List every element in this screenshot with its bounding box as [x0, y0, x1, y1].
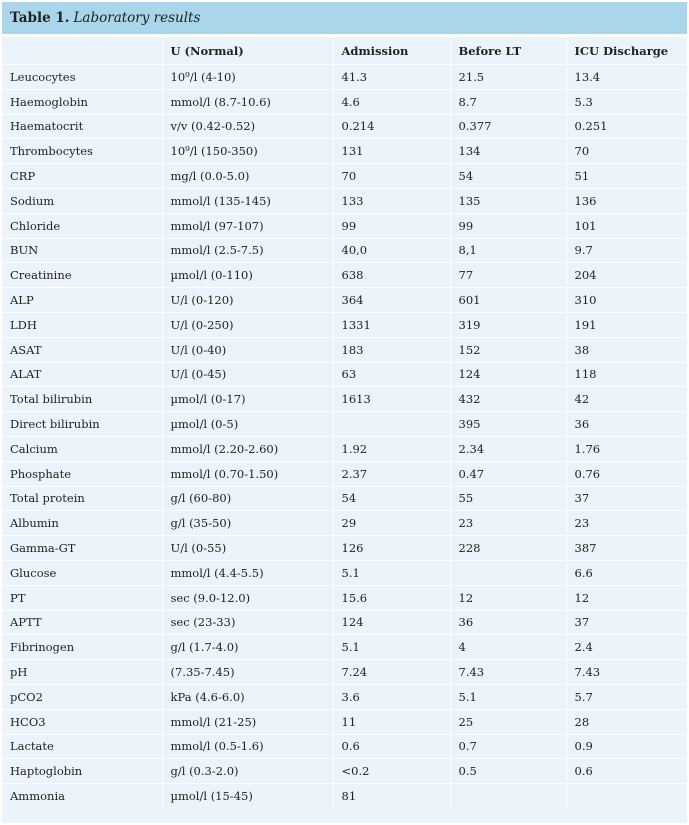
before-lt-cell: 77 [450, 263, 566, 288]
table-row [2, 511, 687, 536]
results-grid [2, 36, 687, 808]
before-lt-cell: 0.377 [450, 114, 566, 139]
before-lt-cell: 135 [450, 188, 566, 213]
admission-cell: 2.37 [333, 461, 450, 486]
parameter-cell: pCO2 [2, 684, 162, 709]
table-row [2, 288, 687, 313]
unit-normal-cell: µmol/l (0-17) [162, 387, 333, 412]
parameter-cell: Ammonia [2, 784, 162, 808]
parameter-cell: Creatinine [2, 263, 162, 288]
icu-discharge-cell: 0.9 [566, 734, 687, 759]
unit-normal-cell: g/l (1.7-4.0) [162, 635, 333, 660]
admission-cell: 133 [333, 188, 450, 213]
parameter-cell: Albumin [2, 511, 162, 536]
unit-normal-cell: mg/l (0.0-5.0) [162, 164, 333, 189]
unit-normal-cell: mmol/l (4.4-5.5) [162, 560, 333, 585]
admission-cell: 1613 [333, 387, 450, 412]
unit-normal-cell: mmol/l (21-25) [162, 709, 333, 734]
icu-discharge-cell: 42 [566, 387, 687, 412]
before-lt-cell: 432 [450, 387, 566, 412]
icu-discharge-cell: 310 [566, 288, 687, 313]
unit-normal-cell: 10⁹/l (4-10) [162, 65, 333, 90]
parameter-cell: Total protein [2, 486, 162, 511]
parameter-cell: Glucose [2, 560, 162, 585]
before-lt-cell: 99 [450, 213, 566, 238]
admission-cell: 1331 [333, 312, 450, 337]
icu-discharge-cell: 9.7 [566, 238, 687, 263]
parameter-cell: LDH [2, 312, 162, 337]
icu-discharge-cell: 204 [566, 263, 687, 288]
table-body [2, 65, 687, 808]
before-lt-cell: 25 [450, 709, 566, 734]
unit-normal-cell: mmol/l (2.20-2.60) [162, 436, 333, 461]
before-lt-cell: 228 [450, 536, 566, 561]
before-lt-cell: 0.7 [450, 734, 566, 759]
unit-normal-cell: U/l (0-120) [162, 288, 333, 313]
unit-normal-cell: g/l (60-80) [162, 486, 333, 511]
table-row [2, 610, 687, 635]
icu-discharge-cell: 101 [566, 213, 687, 238]
header-row [2, 37, 687, 65]
parameter-cell: CRP [2, 164, 162, 189]
icu-discharge-cell: 12 [566, 585, 687, 610]
parameter-cell: BUN [2, 238, 162, 263]
parameter-cell: Sodium [2, 188, 162, 213]
table-row [2, 164, 687, 189]
table-row [2, 213, 687, 238]
icu-discharge-cell: 37 [566, 486, 687, 511]
table-row [2, 536, 687, 561]
unit-normal-cell: mmol/l (8.7-10.6) [162, 89, 333, 114]
icu-discharge-cell: 2.4 [566, 635, 687, 660]
admission-cell: 5.1 [333, 560, 450, 585]
parameter-cell: Calcium [2, 436, 162, 461]
unit-normal-cell: µmol/l (0-110) [162, 263, 333, 288]
unit-normal-cell: g/l (0.3-2.0) [162, 759, 333, 784]
admission-cell [333, 412, 450, 437]
table-row [2, 660, 687, 685]
admission-cell: 364 [333, 288, 450, 313]
icu-discharge-cell: 70 [566, 139, 687, 164]
parameter-cell: Thrombocytes [2, 139, 162, 164]
icu-discharge-cell: 6.6 [566, 560, 687, 585]
before-lt-cell: 8,1 [450, 238, 566, 263]
icu-discharge-cell: 387 [566, 536, 687, 561]
table-row [2, 759, 687, 784]
parameter-cell: Leucocytes [2, 65, 162, 90]
admission-cell: 3.6 [333, 684, 450, 709]
before-lt-cell: 8.7 [450, 89, 566, 114]
table-row [2, 784, 687, 808]
admission-cell: <0.2 [333, 759, 450, 784]
admission-cell: 63 [333, 362, 450, 387]
admission-cell: 11 [333, 709, 450, 734]
parameter-cell: PT [2, 585, 162, 610]
icu-discharge-cell: 0.251 [566, 114, 687, 139]
icu-discharge-cell: 136 [566, 188, 687, 213]
unit-normal-cell: mmol/l (135-145) [162, 188, 333, 213]
parameter-cell: pH [2, 660, 162, 685]
icu-discharge-cell: 37 [566, 610, 687, 635]
icu-discharge-cell: 5.3 [566, 89, 687, 114]
before-lt-cell: 319 [450, 312, 566, 337]
unit-normal-cell: mmol/l (2.5-7.5) [162, 238, 333, 263]
admission-cell: 5.1 [333, 635, 450, 660]
table-row [2, 188, 687, 213]
table-row [2, 312, 687, 337]
table-row [2, 486, 687, 511]
parameter-cell: Total bilirubin [2, 387, 162, 412]
admission-cell: 638 [333, 263, 450, 288]
laboratory-results-table [2, 2, 687, 823]
table-row [2, 337, 687, 362]
before-lt-cell: 0.5 [450, 759, 566, 784]
before-lt-cell: 601 [450, 288, 566, 313]
unit-normal-cell: U/l (0-250) [162, 312, 333, 337]
before-lt-cell: 395 [450, 412, 566, 437]
parameter-cell: Phosphate [2, 461, 162, 486]
unit-normal-cell: 10⁹/l (150-350) [162, 139, 333, 164]
table-row [2, 560, 687, 585]
before-lt-cell: 21.5 [450, 65, 566, 90]
icu-discharge-cell: 7.43 [566, 660, 687, 685]
table-row [2, 362, 687, 387]
parameter-cell: Direct bilirubin [2, 412, 162, 437]
before-lt-cell: 152 [450, 337, 566, 362]
header-cell-parameter [2, 37, 162, 65]
table-row [2, 412, 687, 437]
unit-normal-cell: U/l (0-45) [162, 362, 333, 387]
unit-normal-cell: µmol/l (0-5) [162, 412, 333, 437]
admission-cell: 99 [333, 213, 450, 238]
admission-cell: 0.6 [333, 734, 450, 759]
unit-normal-cell: mmol/l (97-107) [162, 213, 333, 238]
table-row [2, 263, 687, 288]
table-caption [2, 2, 687, 36]
table-caption-title: Laboratory results [73, 10, 201, 26]
icu-discharge-cell [566, 784, 687, 808]
unit-normal-cell: v/v (0.42-0.52) [162, 114, 333, 139]
unit-normal-cell: µmol/l (15-45) [162, 784, 333, 808]
table-row [2, 709, 687, 734]
icu-discharge-cell: 28 [566, 709, 687, 734]
admission-cell: 124 [333, 610, 450, 635]
parameter-cell: Haptoglobin [2, 759, 162, 784]
icu-discharge-cell: 23 [566, 511, 687, 536]
unit-normal-cell: U/l (0-40) [162, 337, 333, 362]
unit-normal-cell: sec (23-33) [162, 610, 333, 635]
admission-cell: 7.24 [333, 660, 450, 685]
parameter-cell: Fibrinogen [2, 635, 162, 660]
table-row [2, 89, 687, 114]
table-row [2, 139, 687, 164]
unit-normal-cell: (7.35-7.45) [162, 660, 333, 685]
unit-normal-cell: mmol/l (0.70-1.50) [162, 461, 333, 486]
admission-cell: 41.3 [333, 65, 450, 90]
admission-cell: 126 [333, 536, 450, 561]
header-cell-admission: Admission [333, 37, 450, 65]
admission-cell: 131 [333, 139, 450, 164]
table-caption-label: Table 1. [10, 10, 70, 26]
icu-discharge-cell: 13.4 [566, 65, 687, 90]
table-row [2, 684, 687, 709]
before-lt-cell: 134 [450, 139, 566, 164]
admission-cell: 183 [333, 337, 450, 362]
parameter-cell: Chloride [2, 213, 162, 238]
parameter-cell: ASAT [2, 337, 162, 362]
before-lt-cell [450, 560, 566, 585]
before-lt-cell: 12 [450, 585, 566, 610]
icu-discharge-cell: 0.76 [566, 461, 687, 486]
parameter-cell: APTT [2, 610, 162, 635]
admission-cell: 54 [333, 486, 450, 511]
before-lt-cell [450, 784, 566, 808]
before-lt-cell: 36 [450, 610, 566, 635]
parameter-cell: Haemoglobin [2, 89, 162, 114]
before-lt-cell: 4 [450, 635, 566, 660]
table-row [2, 387, 687, 412]
table-row [2, 461, 687, 486]
header-cell-unit-normal: U (Normal) [162, 37, 333, 65]
unit-normal-cell: mmol/l (0.5-1.6) [162, 734, 333, 759]
parameter-cell: HCO3 [2, 709, 162, 734]
table-row [2, 436, 687, 461]
parameter-cell: ALAT [2, 362, 162, 387]
icu-discharge-cell: 191 [566, 312, 687, 337]
before-lt-cell: 23 [450, 511, 566, 536]
admission-cell: 29 [333, 511, 450, 536]
icu-discharge-cell: 0.6 [566, 759, 687, 784]
admission-cell: 40,0 [333, 238, 450, 263]
parameter-cell: Lactate [2, 734, 162, 759]
before-lt-cell: 2.34 [450, 436, 566, 461]
table-row [2, 635, 687, 660]
admission-cell: 15.6 [333, 585, 450, 610]
before-lt-cell: 7.43 [450, 660, 566, 685]
unit-normal-cell: U/l (0-55) [162, 536, 333, 561]
table-row [2, 734, 687, 759]
table-row [2, 238, 687, 263]
unit-normal-cell: g/l (35-50) [162, 511, 333, 536]
unit-normal-cell: kPa (4.6-6.0) [162, 684, 333, 709]
header-cell-icu-discharge: ICU Discharge [566, 37, 687, 65]
icu-discharge-cell: 36 [566, 412, 687, 437]
icu-discharge-cell: 1.76 [566, 436, 687, 461]
icu-discharge-cell: 51 [566, 164, 687, 189]
icu-discharge-cell: 118 [566, 362, 687, 387]
admission-cell: 4.6 [333, 89, 450, 114]
table-row [2, 114, 687, 139]
before-lt-cell: 0.47 [450, 461, 566, 486]
before-lt-cell: 54 [450, 164, 566, 189]
table-row [2, 585, 687, 610]
before-lt-cell: 55 [450, 486, 566, 511]
parameter-cell: Haematocrit [2, 114, 162, 139]
parameter-cell: ALP [2, 288, 162, 313]
table-row [2, 65, 687, 90]
header-cell-before-lt: Before LT [450, 37, 566, 65]
unit-normal-cell: sec (9.0-12.0) [162, 585, 333, 610]
parameter-cell: Gamma-GT [2, 536, 162, 561]
admission-cell: 1.92 [333, 436, 450, 461]
admission-cell: 70 [333, 164, 450, 189]
admission-cell: 81 [333, 784, 450, 808]
icu-discharge-cell: 38 [566, 337, 687, 362]
admission-cell: 0.214 [333, 114, 450, 139]
before-lt-cell: 124 [450, 362, 566, 387]
icu-discharge-cell: 5.7 [566, 684, 687, 709]
before-lt-cell: 5.1 [450, 684, 566, 709]
